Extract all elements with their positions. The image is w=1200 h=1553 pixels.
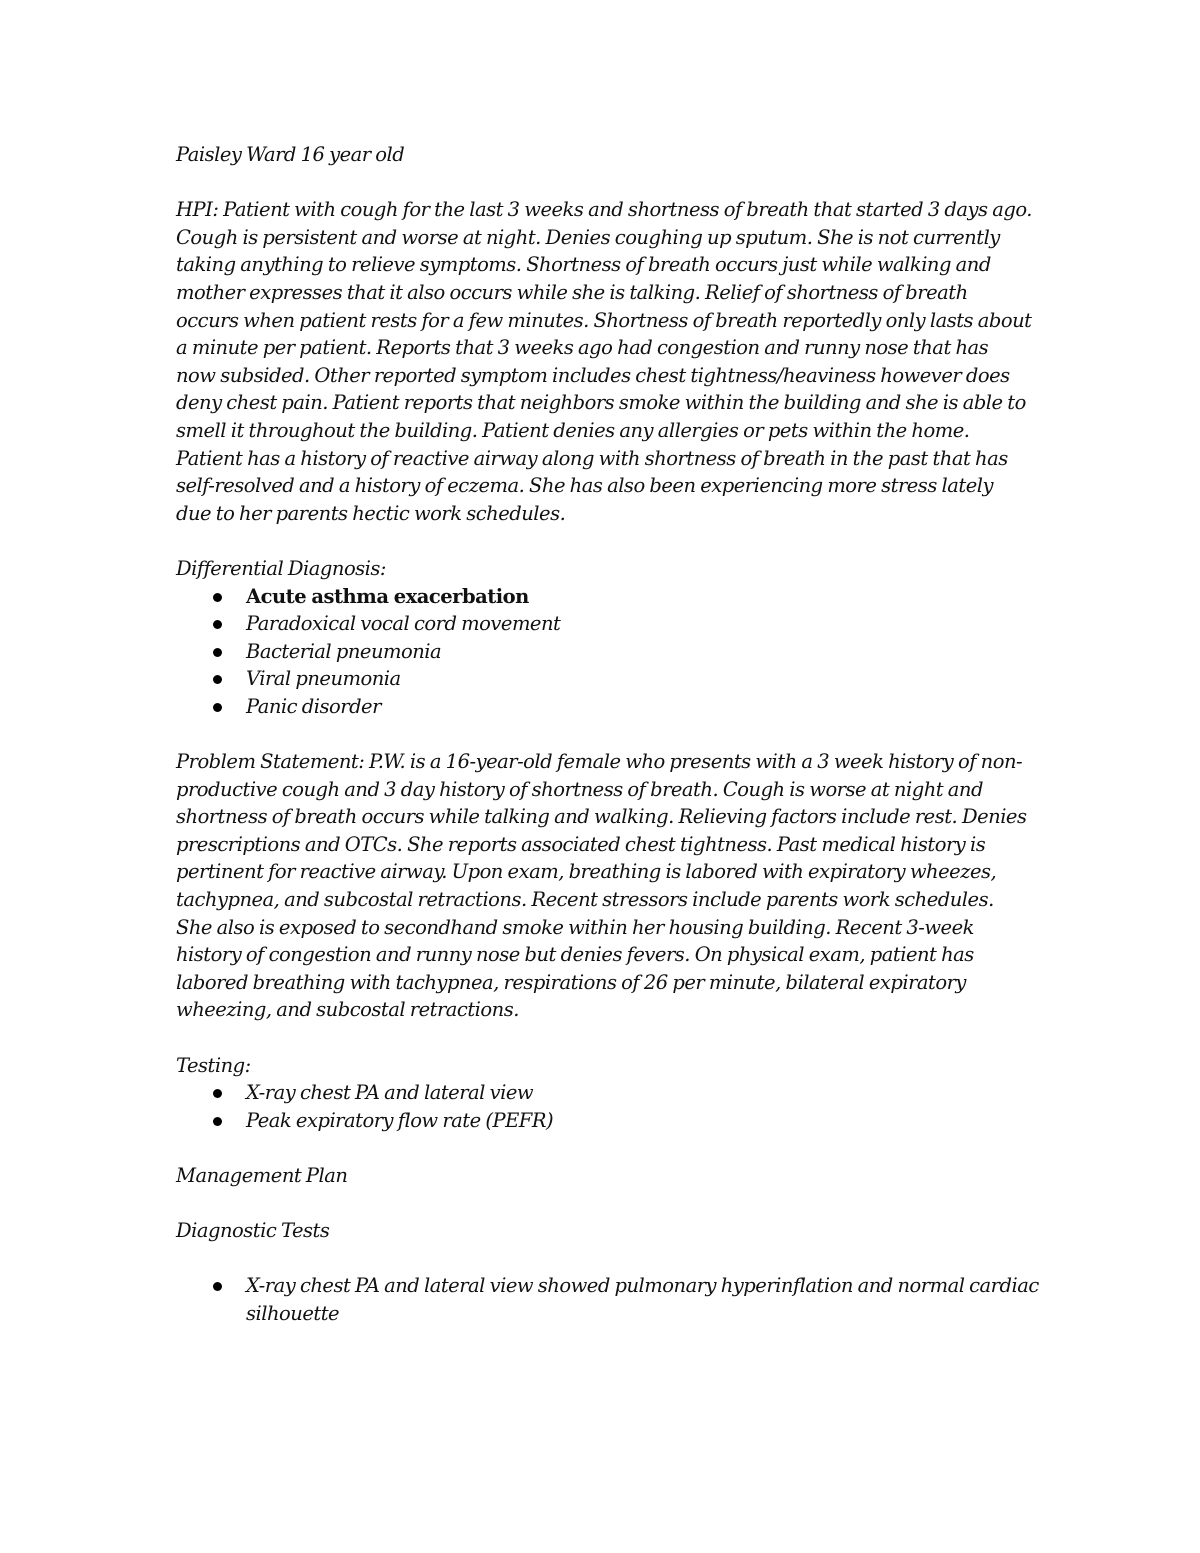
spacer (176, 1245, 1046, 1273)
testing-list (176, 1079, 1046, 1134)
bullet-icon (213, 1282, 222, 1291)
diagnostic-tests-list (176, 1272, 1046, 1327)
testing-heading: Testing: (176, 1053, 251, 1077)
bullet-icon (213, 593, 222, 602)
testing-item: X-ray chest PA and lateral view (246, 1079, 1046, 1107)
testing-item: Peak expiratory flow rate (PEFR) (246, 1107, 1046, 1135)
bullet-icon (213, 1089, 222, 1098)
spacer (176, 1024, 1046, 1052)
document-page (176, 141, 1046, 1328)
spacer (176, 1134, 1046, 1162)
differential-item: Viral pneumonia (246, 665, 1046, 693)
spacer (176, 1190, 1046, 1218)
spacer (176, 720, 1046, 748)
differential-item: Paradoxical vocal cord movement (246, 610, 1046, 638)
bullet-icon (213, 620, 222, 629)
bullet-icon (213, 1117, 222, 1126)
differential-item: Acute asthma exacerbation (246, 583, 1046, 611)
spacer (176, 527, 1046, 555)
differential-item: Panic disorder (246, 693, 1046, 721)
diagnostic-test-item: X-ray chest PA and lateral view showed pulmonary hyperinflation and normal cardiac silhouette (246, 1272, 1046, 1327)
bullet-icon (213, 648, 222, 657)
differential-heading: Differential Diagnosis: (176, 556, 386, 580)
differential-item: Bacterial pneumonia (246, 638, 1046, 666)
bullet-icon (213, 675, 222, 684)
management-plan-heading: Management Plan (176, 1163, 348, 1187)
bullet-icon (213, 703, 222, 712)
diagnostic-tests-heading: Diagnostic Tests (176, 1219, 330, 1243)
problem-statement-paragraph: Problem Statement: P.W. is a 16-year-old female who presents with a 3 week history of non-productive cough and 3 day history of shortness of breath. Cough is worse at night and shortness of breath occurs while talking and walking. Relieving factors include rest. Denies prescriptions and OTCs. She reports associated chest tightness. Past medical history is pertinent for reactive airway. Upon exam, breathing is labored with expiratory wheezes, tachypnea, and subcostal retractions. Recent stressors include parents work schedules. She also is exposed to secondhand smoke within her housing building. Recent 3-week history of congestion and runny nose but denies fevers. On physical exam, patient has labored breathing with tachypnea, respirations of 26 per minute, bilateral expiratory wheezing, and subcostal retractions. (176, 750, 1027, 1022)
patient-header: Paisley Ward 16 year old (176, 143, 405, 166)
spacer (176, 169, 1046, 197)
hpi-paragraph: HPI: Patient with cough for the last 3 weeks and shortness of breath that started 3 days ago. Cough is persistent and worse at night. Denies coughing up sputum. She is not currently taking anything to relieve symptoms. Shortness of breath occurs just while walking and mother expresses that it also occurs while she is talking. Relief of shortness of breath occurs when patient rests for a few minutes. Shortness of breath reportedly only lasts about a minute per patient. Reports that 3 weeks ago had congestion and runny nose that has now subsided. Other reported symptom includes chest tightness/heaviness however does deny chest pain. Patient reports that neighbors smoke within the building and she is able to smell it throughout the building. Patient denies any allergies or pets within the home. Patient has a history of reactive airway along with shortness of breath in the past that has self-resolved and a history of eczema. She has also been experiencing more stress lately due to her parents hectic work schedules. (176, 198, 1032, 525)
differential-list (176, 583, 1046, 721)
